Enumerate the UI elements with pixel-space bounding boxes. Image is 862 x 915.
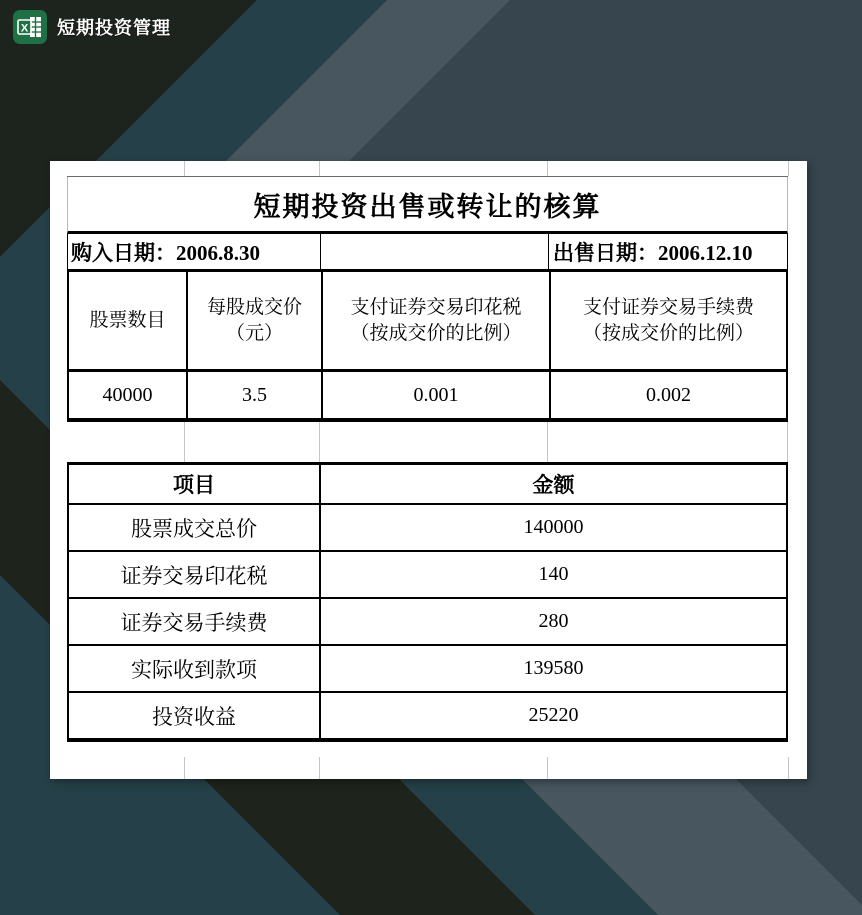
date-row xyxy=(67,234,788,272)
gridline-stub xyxy=(184,422,185,462)
gridline-stub xyxy=(319,161,320,176)
svg-text:X: X xyxy=(20,22,29,35)
purchase-date-cell[interactable]: 购入日期：2006.8.30 xyxy=(71,240,260,265)
header-price-per-share: 每股成交价 （元） xyxy=(186,272,321,369)
stamp-tax-rate-cell[interactable]: 0.001 xyxy=(321,372,549,418)
gridline-stub xyxy=(319,422,320,462)
row-amount-cell[interactable]: 140000 xyxy=(319,505,786,550)
transaction-value-row xyxy=(67,372,788,422)
header-item: 项目 xyxy=(173,473,215,497)
header-amount: 金额 xyxy=(319,465,786,503)
row-label: 投资收益 xyxy=(152,704,236,729)
row-amount-cell[interactable]: 25220 xyxy=(319,693,786,738)
row-label: 股票成交总价 xyxy=(131,516,257,541)
row-amount-cell[interactable]: 139580 xyxy=(319,646,786,691)
transaction-table xyxy=(67,176,788,422)
spacer-row xyxy=(67,422,788,462)
empty-cell[interactable] xyxy=(320,234,548,269)
sheet-title: 短期投资出售或转让的核算 xyxy=(67,177,788,234)
summary-table xyxy=(67,462,788,742)
shares-value-cell[interactable]: 40000 xyxy=(102,383,153,406)
spreadsheet-sheet xyxy=(50,161,807,779)
table-row xyxy=(69,693,786,738)
sheet-content xyxy=(67,176,788,742)
header-commission: 支付证券交易手续费 （按成交价的比例） xyxy=(549,272,786,369)
row-amount-cell[interactable]: 280 xyxy=(319,599,786,644)
table-row xyxy=(69,505,786,552)
row-label: 实际收到款项 xyxy=(131,657,257,682)
gridline-stub xyxy=(547,161,548,176)
summary-header-row xyxy=(69,465,786,505)
gridline-stub xyxy=(787,422,788,462)
gridline-stub xyxy=(184,757,185,779)
table-row xyxy=(69,646,786,693)
sell-date-cell[interactable]: 出售日期：2006.12.10 xyxy=(548,234,787,269)
gridline-stub xyxy=(788,161,789,176)
transaction-header-row xyxy=(67,272,788,372)
price-value-cell[interactable]: 3.5 xyxy=(186,372,321,418)
gridline-stub xyxy=(788,757,789,779)
commission-rate-cell[interactable]: 0.002 xyxy=(549,372,786,418)
gridline-stub xyxy=(547,422,548,462)
table-row xyxy=(69,552,786,599)
titlebar xyxy=(0,0,171,54)
table-row xyxy=(69,599,786,646)
header-shares: 股票数目 xyxy=(89,309,166,331)
row-amount-cell[interactable]: 140 xyxy=(319,552,786,597)
file-title: 短期投资管理 xyxy=(57,18,171,38)
row-label: 证券交易印花税 xyxy=(120,563,268,588)
gridline-stub xyxy=(184,161,185,176)
excel-icon xyxy=(13,10,47,44)
gridline-stub xyxy=(547,757,548,779)
gridline-stub xyxy=(319,757,320,779)
header-stamp-tax: 支付证券交易印花税 （按成交价的比例） xyxy=(321,272,549,369)
row-label: 证券交易手续费 xyxy=(120,610,268,635)
